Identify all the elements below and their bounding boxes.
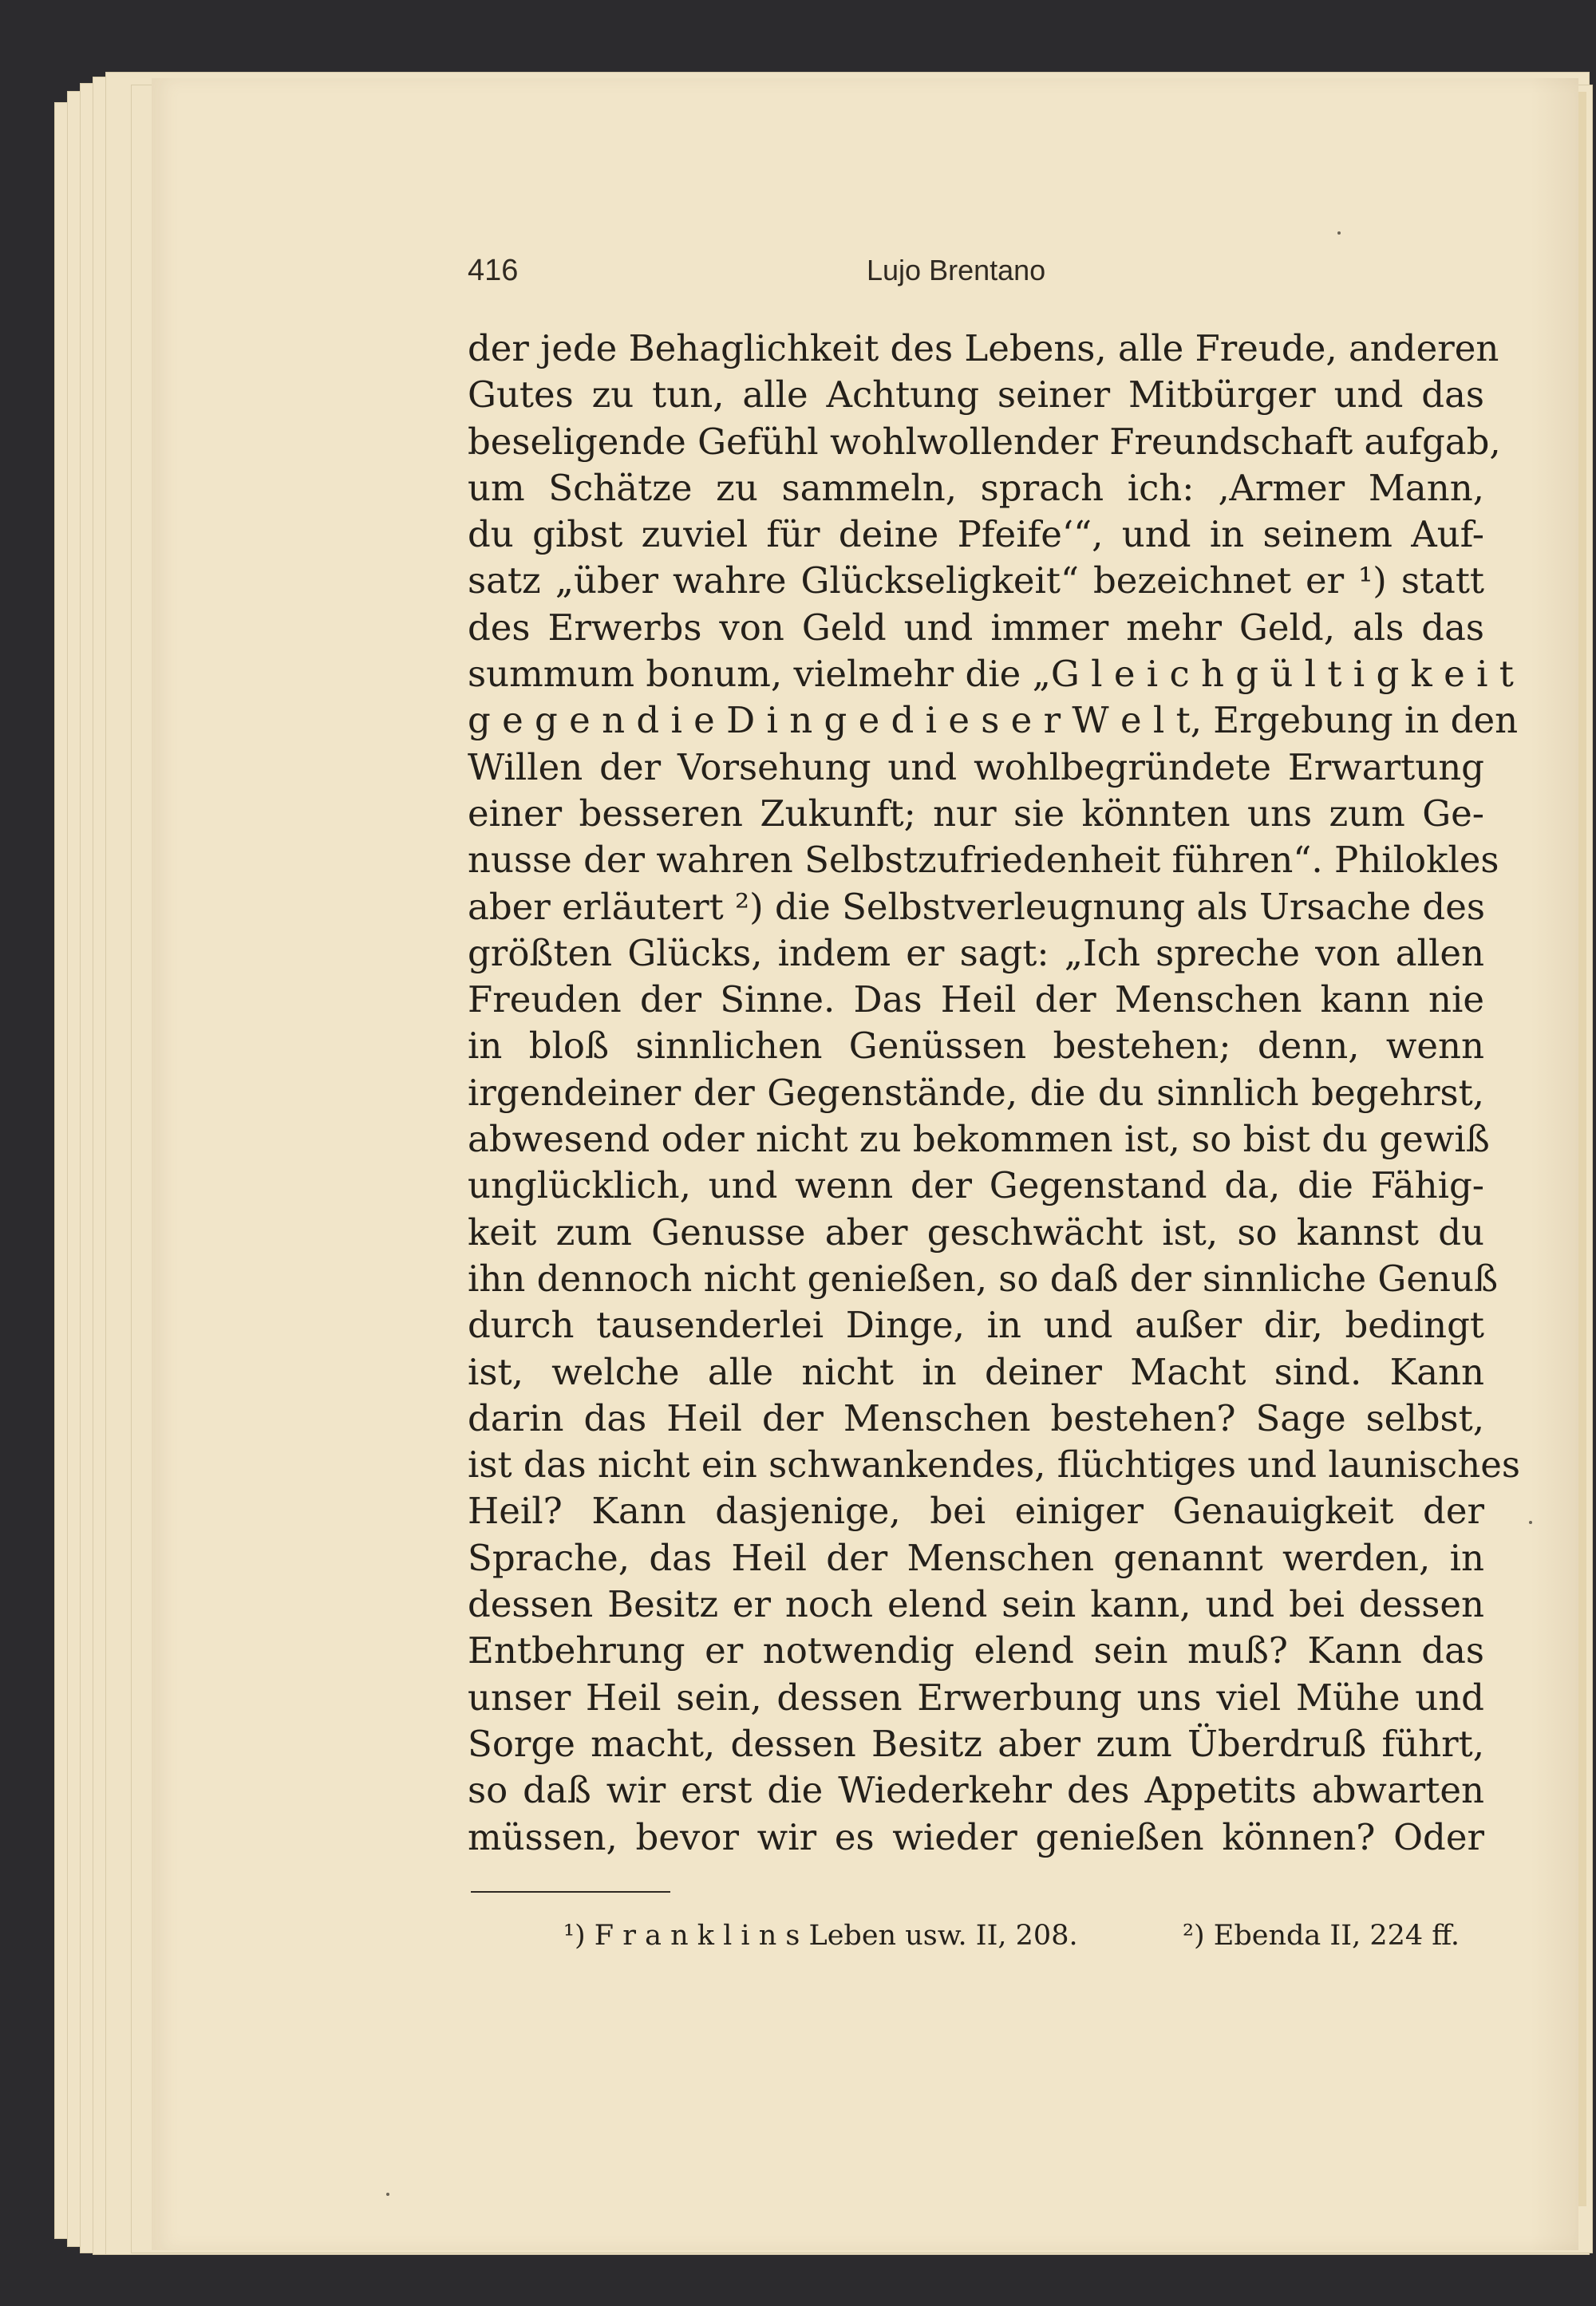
text-line: abwesend oder nicht zu bekommen ist, so bist du gewiß	[468, 1118, 1490, 1161]
text-line: Entbehrung er notwendig elend sein muß? Kann das	[468, 1629, 1484, 1672]
paper-speck	[386, 2193, 389, 2196]
text-line: keit zum Genusse aber geschwächt ist, so kannst du	[468, 1210, 1484, 1254]
text-line: ist das nicht ein schwankendes, flüchtiges und launisches	[468, 1443, 1520, 1487]
text-line: ist, welche alle nicht in deiner Macht sind. Kann	[468, 1350, 1484, 1393]
text-line: Willen der Vorsehung und wohlbegründete Erwartung	[468, 745, 1484, 788]
text-line: Heil? Kann dasjenige, bei einiger Genauigkeit der	[468, 1490, 1484, 1533]
footnote-2: ²) Ebenda II, 224 ff.	[1183, 1920, 1460, 1952]
text-line: g e g e n d i e D i n g e d i e s e r W e l t, Ergebung in den	[468, 699, 1519, 742]
text-line: um Schätze zu sammeln, sprach ich: ‚Armer Mann,	[468, 466, 1484, 509]
text-line: du gibst zuviel für deine Pfeife‘“, und in seinem Auf-	[468, 513, 1484, 556]
text-line: ihn dennoch nicht genießen, so daß der sinnliche Genuß	[468, 1257, 1499, 1300]
text-line: in bloß sinnlichen Genüssen bestehen; denn, wenn	[468, 1025, 1484, 1068]
text-line: der jede Behaglichkeit des Lebens, alle Freude, anderen	[468, 327, 1499, 369]
page-header	[468, 254, 1481, 298]
text-line: durch tausenderlei Dinge, in und außer dir, bedingt	[468, 1304, 1484, 1347]
text-line: summum bonum, vielmehr die „G l e i c h g ü l t i g k e i t	[468, 653, 1514, 696]
running-head: Lujo Brentano	[867, 254, 1046, 286]
paper-speck	[1337, 231, 1341, 235]
text-line: einer besseren Zukunft; nur sie könnten uns zum Ge-	[468, 792, 1484, 835]
text-line: müssen, bevor wir es wieder genießen können? Oder	[468, 1815, 1484, 1858]
text-line: irgendeiner der Gegenstände, die du sinnlich begehrst,	[468, 1071, 1484, 1114]
text-line: des Erwerbs von Geld und immer mehr Geld, als das	[468, 606, 1484, 649]
text-line: so daß wir erst die Wiederkehr des Appetits abwarten	[468, 1769, 1484, 1812]
text-line: nusse der wahren Selbstzufriedenheit führen“. Philokles	[468, 839, 1499, 882]
text-line: unglücklich, und wenn der Gegenstand da, die Fähig-	[468, 1164, 1484, 1207]
text-line: beseligende Gefühl wohlwollender Freundschaft aufgab,	[468, 420, 1501, 463]
text-line: darin das Heil der Menschen bestehen? Sage selbst,	[468, 1396, 1484, 1439]
text-line: Sprache, das Heil der Menschen genannt werden, in	[468, 1536, 1484, 1579]
footnote-1: ¹) F r a n k l i n s Leben usw. II, 208.	[563, 1920, 1078, 1952]
page-number: 416	[468, 254, 519, 287]
text-line: dessen Besitz er noch elend sein kann, und bei dessen	[468, 1583, 1484, 1626]
paper-speck	[1529, 1521, 1532, 1524]
text-line: unser Heil sein, dessen Erwerbung uns viel Mühe und	[468, 1676, 1484, 1719]
text-line: Freuden der Sinne. Das Heil der Menschen kann nie	[468, 978, 1484, 1021]
footnote-rule	[471, 1891, 670, 1893]
text-line: aber erläutert ²) die Selbstverleugnung als Ursache des	[468, 885, 1485, 928]
text-line: größten Glücks, indem er sagt: „Ich spreche von allen	[468, 931, 1484, 974]
text-line: satz „über wahre Glückseligkeit“ bezeichnet er ¹) statt	[468, 559, 1484, 602]
text-line: Gutes zu tun, alle Achtung seiner Mitbürger und das	[468, 373, 1484, 417]
text-line: Sorge macht, dessen Besitz aber zum Überdruß führt,	[468, 1722, 1484, 1765]
body-text	[468, 326, 1520, 1861]
